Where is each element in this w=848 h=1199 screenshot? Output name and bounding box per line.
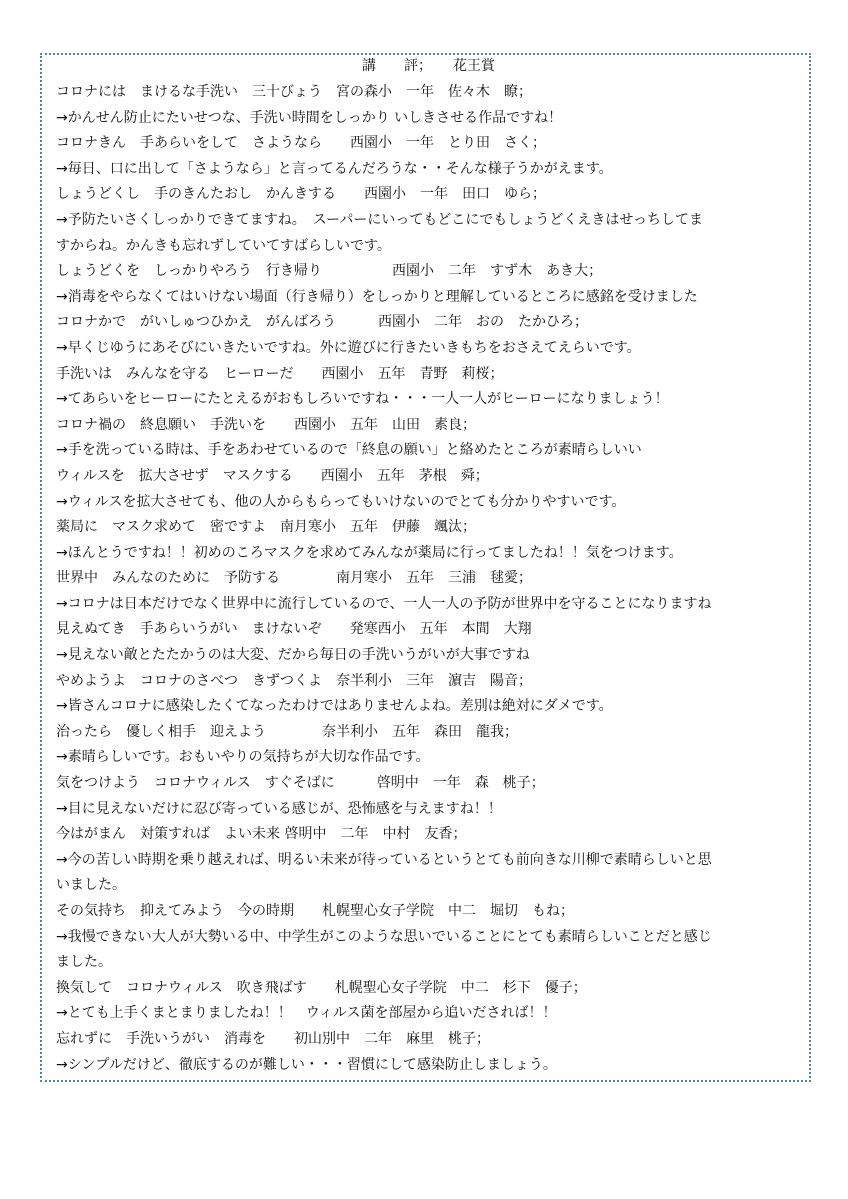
entry-line: その気持ち 抑えてみよう 今の時期 札幌聖心女子学院 中二 堀切 もね； [56,903,574,919]
entry-line: しょうどくし 手のきんたおし かんきする 西園小 一年 田口 ゆら； [56,186,546,203]
document-content [56,55,801,1078]
comment-line: →シンプルだけど、徹底するのが難しい・・・習慣にして感染防止しましょう。 [56,1056,557,1073]
comment-line: →目に見えないだけに忍び寄っている感じが、恐怖感を与えますね！！ [56,800,502,817]
comment-line: →早くじゆうにあそびにいきたいですね。外に遊びに行きたいきもちをおさえてえらいです。 [56,339,641,356]
entry-line: やめようよ コロナのさべつ きずつくよ 奈半利小 三年 濵吉 陽音； [56,672,532,689]
comment-line: →とても上手くまとまりましたね！！ ウィルス菌を部屋から追いだされば！！ [56,1005,557,1022]
entry-line: コロナかで がいしゅつひかえ がんばろう 西園小 二年 おの たかひろ； [56,314,588,331]
page-title: 講 評； 花王賞 [362,58,495,74]
review-list [56,80,801,1078]
entry-line: 世界中 みんなのために 予防する 南月寒小 五年 三浦 毬愛； [56,570,532,587]
entry-line: 手洗いは みんなを守る ヒーローだ 西園小 五年 青野 莉桜； [56,365,504,382]
entry-line: 治ったら 優しく相手 迎えよう 奈半利小 五年 森田 龍我； [56,723,518,740]
comment-line: →皆さんコロナに感染したくてなったわけではありませんよね。差別は絶対にダメです。 [56,698,613,715]
comment-line: 見えぬてき 手あらいうがい まけないぞ 発寒西小 五年 本間 大翔 [56,621,532,638]
comment-line: →てあらいをヒーローにたとえるがおもしろいですね・・・一人一人がヒーローになりましょう！ [56,391,669,408]
comment-line: →消毒をやらなくてはいけない場面（行き帰り）をしっかりと理解しているところに感銘を受けました [56,288,698,305]
comment-line: →今の苦しい時期を乗り越えれば、明るい未来が待っているというとても前向きな川柳で素晴らしいと思 [56,851,712,868]
entry-line: 換気して コロナウィルス 吹き飛ばす 札幌聖心女子学院 中二 杉下 優子； [56,979,587,996]
entry-line: コロナきん 手あらいをして さようなら 西園小 一年 とり田 さく； [56,135,546,152]
comment-line: →素晴らしいです。おもいやりの気持ちが大切な作品です。 [56,749,430,766]
entry-line: 薬局に マスク求めて 密ですよ 南月寒小 五年 伊藤 颯汰； [56,519,476,536]
comment-line: ました。 [56,954,112,971]
entry-line: コロナには まけるな手洗い 三十びょう 宮の森小 一年 佐々木 瞭； [56,84,532,100]
comment-line: →ウィルスを拡大させても、他の人からもらってもいけないのでとても分かりやすいです。 [56,493,626,510]
comment-line: すからね。かんきも忘れずしていてすばらしいです。 [56,237,391,254]
entry-line: コロナ禍の 終息願い 手洗いを 西園小 五年 山田 素良； [56,416,476,433]
entry-line: ウィルスを 拡大させず マスクする 西園小 五年 茅根 舜； [56,467,489,484]
comment-line: →我慢できない大人が大勢いる中、中学生がこのような思いでいることにとても素晴らしいことだと感じ [56,928,712,945]
comment-line: →見えない敵とたたかうのは大変、だから毎日の手洗いうがいが大事ですね [56,647,530,664]
entry-line: しょうどくを しっかりやろう 行き帰り 西園小 二年 すず木 あき大； [56,263,603,280]
entry-line: 忘れずに 手洗いうがい 消毒を 初山別中 二年 麻里 桃子； [56,1030,490,1047]
comment-line: →ほんとうですね！！初めのころマスクを求めてみんなが薬局に行ってましたね！！気をつけます。 [56,544,683,561]
comment-line: →手を洗っている時は、手をあわせているので「終息の願い」と絡めたところが素晴らしいい [56,442,642,459]
comment-line: →コロナは日本だけでなく世界中に流行しているので、一人一人の予防が世界中を守ることになりますね [56,595,712,612]
comment-line: →かんせん防止にたいせつな、手洗い時間をしっかり いしきさせる作品ですね！ [56,109,563,126]
comment-line: →毎日、口に出して「さようなら」と言ってるんだろうな・・そんな様子うかがえます。 [56,160,613,177]
entry-line: 気をつけよう コロナウィルス すぐそばに 啓明中 一年 森 桃子； [56,775,545,792]
entry-line: 今はがまん 対策すれば よい未来 啓明中 二年 中村 友香； [56,826,467,843]
document-frame [40,53,811,1082]
comment-line: いました。 [56,877,126,894]
comment-line: →予防たいさくしっかりできてますね。 スーパーにいってもどこにでもしょうどくえきはせっちしてま [56,211,704,228]
